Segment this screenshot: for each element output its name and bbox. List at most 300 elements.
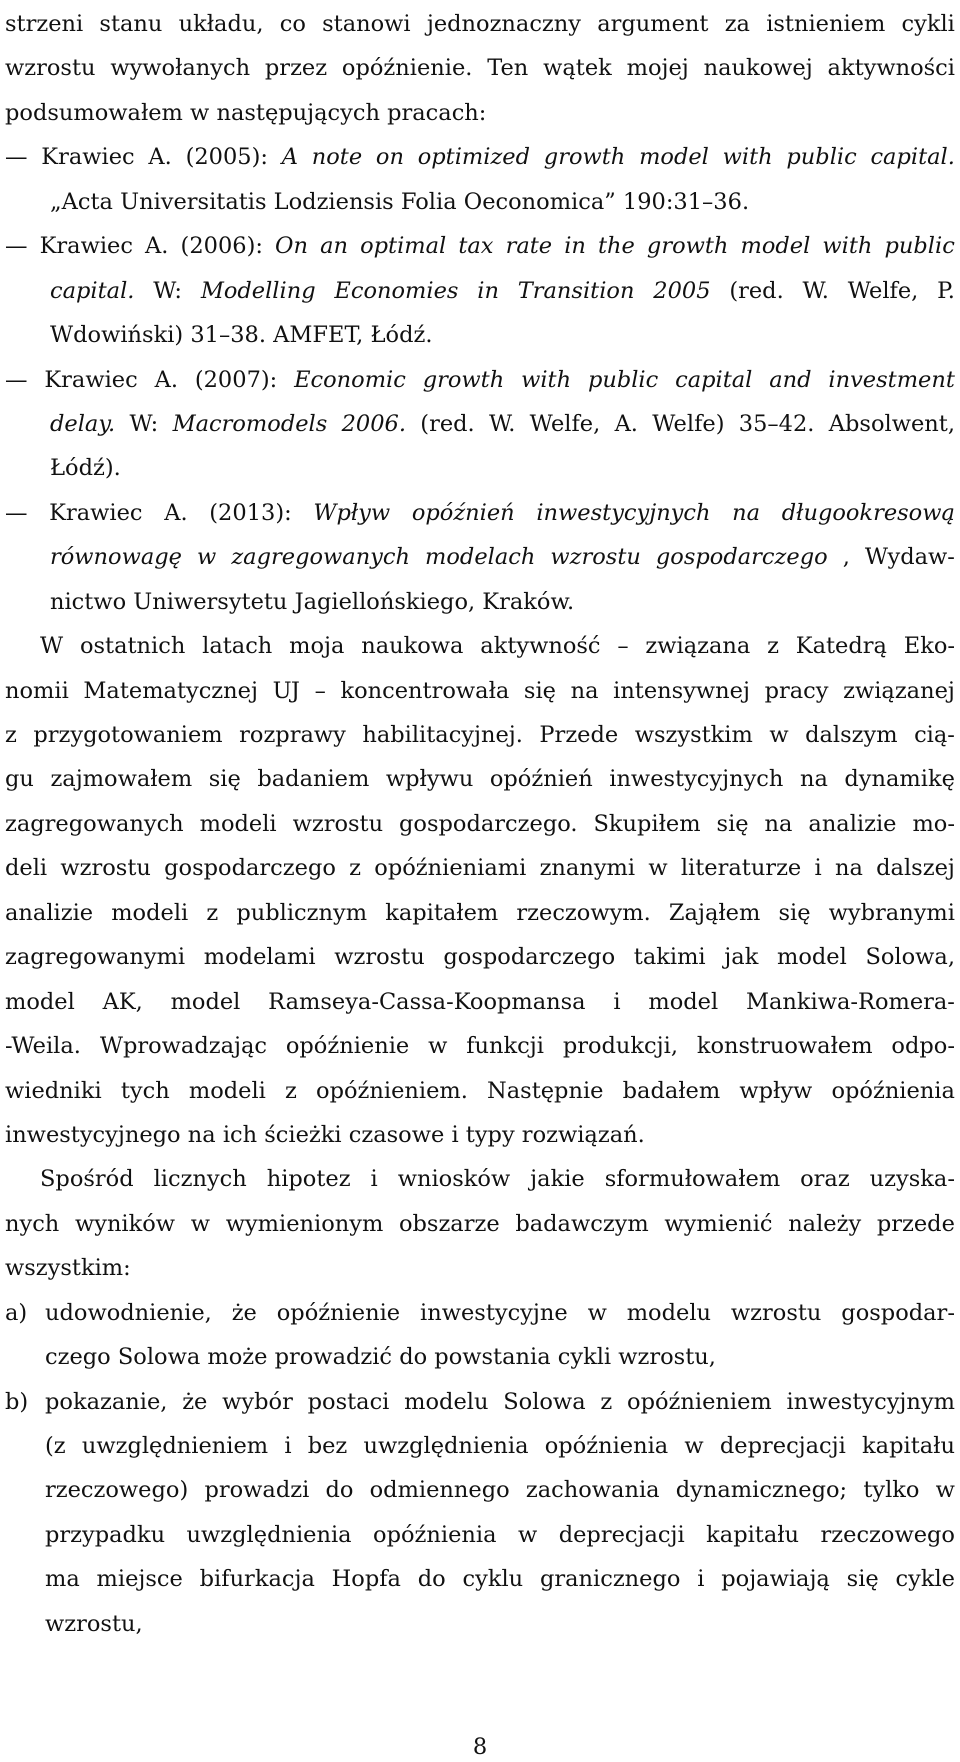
word: cyklu bbox=[462, 1566, 524, 1593]
word: wszystkim bbox=[634, 722, 753, 748]
word: dynamicznego; bbox=[675, 1477, 848, 1504]
word: ostatnich bbox=[79, 633, 186, 660]
word: modeli bbox=[199, 810, 277, 837]
text-line bbox=[5, 135, 955, 179]
word: gospodar- bbox=[841, 1299, 955, 1326]
text-line bbox=[5, 713, 955, 757]
italic-word: with bbox=[722, 144, 773, 171]
word: opóźnienie. bbox=[341, 55, 473, 82]
word: habilitacyjnej. bbox=[362, 722, 523, 748]
word: istnieniem bbox=[766, 11, 886, 37]
word: koncentrowała bbox=[340, 677, 510, 704]
word: do bbox=[417, 1566, 446, 1593]
word: związana bbox=[645, 633, 751, 660]
word: na bbox=[799, 766, 828, 793]
word: z bbox=[5, 722, 17, 748]
word: -Weila. bbox=[5, 1033, 81, 1060]
word: pojawiają bbox=[721, 1566, 830, 1593]
word: przypadku bbox=[45, 1521, 166, 1548]
word: inwestycyjne bbox=[420, 1299, 568, 1326]
word: cykle bbox=[895, 1566, 955, 1593]
list-label bbox=[5, 1513, 45, 1557]
text-run: Łódź). bbox=[50, 455, 121, 482]
word: co bbox=[279, 11, 306, 37]
list-item-text bbox=[45, 1380, 955, 1424]
italic-word: on bbox=[375, 144, 404, 171]
word: P. bbox=[937, 277, 955, 304]
italic-word: długookresową bbox=[781, 499, 955, 526]
word: uwzględnienia bbox=[186, 1521, 352, 1548]
word: moja bbox=[289, 633, 345, 660]
italic-word: On bbox=[275, 233, 308, 260]
word: wiedniki bbox=[5, 1077, 102, 1104]
word: modelu bbox=[404, 1388, 489, 1415]
text-line bbox=[5, 2, 955, 46]
word: Krawiec bbox=[49, 499, 143, 526]
word: stanu bbox=[99, 11, 163, 37]
word: – bbox=[617, 633, 629, 660]
list-label bbox=[5, 1424, 45, 1468]
word: wzrostu bbox=[5, 55, 96, 82]
word: model bbox=[777, 944, 847, 971]
word: deprecjacji bbox=[558, 1521, 685, 1548]
italic-word: Modelling bbox=[200, 277, 316, 304]
word: Przede bbox=[539, 722, 619, 748]
word: związanej bbox=[843, 677, 955, 704]
text-line bbox=[5, 1202, 955, 1246]
word: argument bbox=[597, 11, 709, 37]
text-line bbox=[5, 224, 955, 268]
italic-word: A bbox=[281, 144, 298, 171]
document-page bbox=[5, 0, 955, 1646]
italic-word: delay. bbox=[50, 410, 116, 437]
list-item-line bbox=[5, 1468, 955, 1512]
word: na bbox=[834, 855, 863, 882]
word: modelu bbox=[626, 1299, 712, 1326]
italic-word: Economies bbox=[334, 277, 459, 304]
italic-word: and bbox=[769, 366, 812, 393]
word: wpływu bbox=[385, 766, 474, 793]
text-run: wzrostu, bbox=[45, 1610, 143, 1637]
word: w bbox=[935, 1477, 955, 1504]
word: rzeczowego bbox=[820, 1521, 955, 1548]
word: W: bbox=[153, 277, 182, 304]
word: naukowej bbox=[703, 55, 813, 82]
word: latach bbox=[202, 633, 273, 660]
italic-word: zagregowanych bbox=[231, 544, 410, 571]
word: konstruowałem bbox=[696, 1033, 873, 1060]
word: (2006): bbox=[180, 233, 263, 260]
italic-word: capital. bbox=[50, 277, 135, 304]
word: stanowi bbox=[322, 11, 411, 37]
italic-word: growth bbox=[543, 144, 626, 171]
word: Absolwent, bbox=[828, 410, 955, 437]
italic-word: modelach bbox=[425, 544, 536, 571]
word: przede bbox=[876, 1210, 955, 1237]
word: zagregowanych bbox=[5, 810, 184, 837]
italic-word: an bbox=[320, 233, 348, 260]
word: cykli bbox=[901, 11, 955, 37]
text-run: inwestycyjnego na ich ścieżki czasowe i typy rozwiązań. bbox=[5, 1121, 645, 1148]
list-item-text bbox=[45, 1602, 955, 1646]
word: pokazanie, bbox=[45, 1388, 168, 1415]
word: do bbox=[325, 1477, 354, 1504]
word: opóźnienie bbox=[285, 1033, 410, 1060]
word: się bbox=[208, 766, 241, 793]
word: opóźnienia bbox=[544, 1433, 669, 1459]
text-line bbox=[5, 1024, 955, 1068]
word: model bbox=[5, 988, 75, 1015]
word: mojej bbox=[626, 55, 689, 82]
word: deli bbox=[5, 855, 48, 882]
list-item-line bbox=[5, 1380, 955, 1424]
italic-word: public bbox=[884, 233, 955, 260]
text-line bbox=[5, 1157, 955, 1201]
text-run: Wdowiński) 31–38. AMFET, Łódź. bbox=[50, 322, 433, 349]
list-label bbox=[5, 1557, 45, 1601]
word: AK, bbox=[102, 988, 143, 1015]
word: i bbox=[370, 1166, 378, 1193]
word: w bbox=[769, 722, 789, 748]
word: z bbox=[349, 855, 362, 882]
italic-word: growth bbox=[646, 233, 729, 260]
word: — bbox=[5, 233, 28, 260]
word: opóźnieniem. bbox=[316, 1077, 468, 1104]
text-line bbox=[5, 1069, 955, 1113]
word: uwzględnienia bbox=[363, 1433, 529, 1459]
word: się bbox=[846, 1566, 879, 1593]
italic-word: 2005 bbox=[653, 277, 711, 304]
italic-word: optimized bbox=[417, 144, 531, 171]
word: A. bbox=[145, 233, 169, 260]
italic-word: the bbox=[597, 233, 635, 260]
word: i bbox=[284, 1433, 292, 1459]
word: Spośród bbox=[40, 1166, 134, 1193]
word: sformułowałem bbox=[604, 1166, 781, 1193]
word: aktywności bbox=[827, 55, 955, 82]
word: wyników bbox=[74, 1210, 176, 1237]
word: A. bbox=[148, 144, 172, 171]
word: Welfe, bbox=[847, 277, 919, 304]
list-item-line bbox=[5, 1602, 955, 1646]
word: rzeczowego) bbox=[45, 1477, 189, 1504]
word: Hopfa bbox=[331, 1566, 401, 1593]
word: mo- bbox=[912, 810, 955, 837]
word: rozprawy bbox=[239, 722, 346, 748]
list-label: b) bbox=[5, 1388, 29, 1415]
word: badawczym bbox=[515, 1210, 649, 1237]
italic-word: public bbox=[587, 366, 659, 393]
text-line bbox=[5, 935, 955, 979]
word: wpływ bbox=[739, 1077, 813, 1104]
word: wybór bbox=[222, 1388, 293, 1415]
word: wywołanych bbox=[110, 55, 251, 82]
text-body bbox=[5, 2, 955, 1646]
word: wzrostu bbox=[292, 810, 384, 837]
word: z bbox=[206, 899, 219, 926]
word: i bbox=[697, 1566, 705, 1593]
word: 35–42. bbox=[738, 410, 815, 437]
word: kapitałem bbox=[385, 899, 499, 926]
italic-word: w bbox=[197, 544, 217, 571]
text-line bbox=[5, 491, 955, 535]
word: cią- bbox=[914, 722, 955, 748]
word: kapitału bbox=[706, 1521, 800, 1548]
word: oraz bbox=[800, 1166, 850, 1193]
text-line bbox=[5, 891, 955, 935]
italic-word: capital bbox=[675, 366, 753, 393]
word: wątek bbox=[543, 55, 612, 82]
word: Mankiwa-Romera- bbox=[745, 988, 955, 1015]
word: modelami bbox=[203, 944, 316, 971]
word: opóźnieniami bbox=[374, 855, 527, 882]
word: Ten bbox=[487, 55, 529, 82]
word: UJ bbox=[272, 677, 300, 704]
word: Ramseya-Cassa-Koopmansa bbox=[268, 988, 586, 1015]
word: (2007): bbox=[194, 366, 278, 393]
text-run: „Acta Universitatis Lodziensis Folia Oeconomica” 190:31–36. bbox=[50, 188, 750, 215]
word: takimi bbox=[633, 944, 706, 971]
word: hipotez bbox=[266, 1166, 351, 1193]
word: Welfe, bbox=[529, 410, 601, 437]
italic-word: in bbox=[564, 233, 586, 260]
word: znanymi bbox=[539, 855, 636, 882]
text-line bbox=[5, 446, 955, 490]
word: przez bbox=[264, 55, 328, 82]
word: jak bbox=[724, 944, 759, 971]
word: literaturze bbox=[680, 855, 802, 882]
word: należy bbox=[788, 1210, 862, 1237]
italic-word: Transition bbox=[517, 277, 635, 304]
word: (z bbox=[45, 1433, 66, 1459]
word: — bbox=[5, 499, 28, 526]
word: bez bbox=[307, 1433, 348, 1459]
word: że bbox=[182, 1388, 208, 1415]
word: W. bbox=[802, 277, 829, 304]
word: modeli bbox=[111, 899, 189, 926]
word: Eko- bbox=[903, 633, 955, 660]
word: z bbox=[600, 1388, 613, 1415]
word: deprecjacji bbox=[719, 1433, 846, 1459]
word: z bbox=[285, 1077, 297, 1104]
italic-word: tax bbox=[458, 233, 494, 260]
word: opóźnieniem bbox=[627, 1388, 772, 1415]
word: i bbox=[814, 855, 822, 882]
word: zachowania bbox=[525, 1477, 660, 1504]
word: układu, bbox=[178, 11, 264, 37]
list-label: a) bbox=[5, 1299, 28, 1326]
word: A. bbox=[164, 499, 188, 526]
word: się bbox=[716, 810, 749, 837]
word: nomii bbox=[5, 677, 69, 704]
word: W. bbox=[489, 410, 516, 437]
italic-word: Wpływ bbox=[313, 499, 391, 526]
word: licznych bbox=[153, 1166, 247, 1193]
italic-word: investment bbox=[828, 366, 955, 393]
word: postaci bbox=[307, 1388, 390, 1415]
list-item-line bbox=[5, 1291, 955, 1335]
word: opóźnienia bbox=[831, 1077, 955, 1104]
word: Solowa, bbox=[865, 944, 955, 971]
word: wzrostu bbox=[60, 855, 151, 882]
list-item-line bbox=[5, 1557, 955, 1601]
word: Solowa bbox=[503, 1388, 586, 1415]
word: wniosków bbox=[397, 1166, 511, 1193]
word: jednoznaczny bbox=[426, 11, 581, 37]
word: wzrostu bbox=[730, 1299, 822, 1326]
word: zagregowanymi bbox=[5, 944, 186, 971]
word: w bbox=[684, 1433, 704, 1459]
word: W: bbox=[129, 410, 159, 437]
word: tych bbox=[120, 1077, 170, 1104]
text-line bbox=[5, 535, 955, 579]
italic-word: gospodarczego bbox=[655, 544, 828, 571]
list-item-text bbox=[45, 1513, 955, 1557]
page-number: 8 bbox=[472, 1734, 488, 1760]
word: gospodarczego bbox=[164, 855, 336, 882]
word: przygotowaniem bbox=[33, 722, 223, 748]
list-item-text bbox=[45, 1424, 955, 1468]
word: granicznego bbox=[539, 1566, 681, 1593]
italic-word: inwestycyjnych bbox=[536, 499, 711, 526]
text-line bbox=[5, 402, 955, 446]
word: jakie bbox=[530, 1166, 585, 1193]
word: W bbox=[40, 633, 64, 660]
word: publicznym bbox=[236, 899, 368, 926]
text-line bbox=[5, 757, 955, 801]
text-line bbox=[5, 580, 955, 624]
text-line bbox=[5, 669, 955, 713]
word: gospodarczego. bbox=[399, 810, 578, 837]
text-line bbox=[5, 846, 955, 890]
italic-word: opóźnień bbox=[411, 499, 515, 526]
italic-word: growth bbox=[422, 366, 505, 393]
word: uzyska- bbox=[869, 1166, 955, 1193]
word: , bbox=[842, 544, 850, 571]
word: zajmowałem bbox=[50, 766, 193, 793]
word: wzrostu bbox=[334, 944, 425, 971]
word: Krawiec bbox=[41, 144, 135, 171]
text-line bbox=[5, 1113, 955, 1157]
word: Zająłem bbox=[668, 899, 761, 926]
word: Wydaw- bbox=[864, 544, 955, 571]
text-line bbox=[5, 624, 955, 668]
italic-word: rate bbox=[505, 233, 553, 260]
word: inwestycyjnym bbox=[786, 1388, 955, 1415]
list-label bbox=[5, 1335, 45, 1379]
text-line bbox=[5, 91, 955, 135]
word: w bbox=[428, 1033, 448, 1060]
word: miejsce bbox=[96, 1566, 183, 1593]
list-item-line bbox=[5, 1513, 955, 1557]
word: opóźnienia bbox=[373, 1521, 497, 1548]
italic-word: model bbox=[639, 144, 709, 171]
word: rzeczowym. bbox=[516, 899, 651, 926]
word: analizie bbox=[5, 899, 94, 926]
italic-word: note bbox=[311, 144, 363, 171]
word: tylko bbox=[863, 1477, 920, 1504]
text-line bbox=[5, 180, 955, 224]
word: (red. bbox=[420, 410, 475, 437]
word: Następnie bbox=[487, 1077, 604, 1104]
text-line bbox=[5, 269, 955, 313]
word: inwestycyjnych bbox=[609, 766, 784, 793]
word: odmiennego bbox=[369, 1477, 510, 1504]
list-item-text bbox=[45, 1335, 955, 1379]
italic-word: public bbox=[786, 144, 857, 171]
word: Matematycznej bbox=[83, 677, 258, 704]
word: ma bbox=[45, 1566, 80, 1593]
word: modeli bbox=[188, 1077, 266, 1104]
word: badaniem bbox=[257, 766, 370, 793]
text-run: podsumowałem w następujących pracach: bbox=[5, 99, 487, 126]
word: pracy bbox=[764, 677, 829, 704]
word: (2013): bbox=[209, 499, 292, 526]
word: naukowa bbox=[361, 633, 464, 660]
word: dynamikę bbox=[844, 766, 955, 793]
word: dalszej bbox=[876, 855, 955, 882]
word: wymienić bbox=[664, 1210, 773, 1237]
word: i bbox=[613, 988, 621, 1015]
word: model bbox=[648, 988, 719, 1015]
word: w bbox=[648, 855, 668, 882]
word: prowadzi bbox=[204, 1477, 310, 1504]
italic-word: 2006. bbox=[341, 410, 406, 437]
word: wybranymi bbox=[828, 899, 955, 926]
italic-word: optimal bbox=[360, 233, 447, 260]
list-item-line bbox=[5, 1424, 955, 1468]
word: analizie bbox=[808, 810, 897, 837]
word: model bbox=[170, 988, 241, 1015]
word: się bbox=[523, 677, 556, 704]
word: w bbox=[190, 1210, 211, 1237]
italic-word: równowagę bbox=[50, 544, 182, 571]
text-run: wszystkim: bbox=[5, 1255, 131, 1282]
list-item-text bbox=[45, 1557, 955, 1601]
word: że bbox=[231, 1299, 257, 1326]
text-line bbox=[5, 358, 955, 402]
word: za bbox=[724, 11, 750, 37]
word: badałem bbox=[622, 1077, 721, 1104]
word: na bbox=[764, 810, 793, 837]
word: A. bbox=[614, 410, 638, 437]
text-run: czego Solowa może prowadzić do powstania cykli wzrostu, bbox=[45, 1344, 716, 1371]
word: gospodarczego bbox=[443, 944, 616, 971]
italic-word: in bbox=[477, 277, 499, 304]
italic-word: with bbox=[521, 366, 572, 393]
text-line bbox=[5, 802, 955, 846]
word: (red. bbox=[729, 277, 784, 304]
word: opóźnienie bbox=[276, 1299, 401, 1326]
word: opóźnień bbox=[489, 766, 593, 793]
list-item-line bbox=[5, 1335, 955, 1379]
text-line bbox=[5, 46, 955, 90]
word: wymienionym bbox=[225, 1210, 384, 1237]
list-label bbox=[5, 1468, 45, 1512]
word: uwzględnieniem bbox=[81, 1433, 269, 1459]
italic-word: capital. bbox=[870, 144, 955, 171]
word: aktywność bbox=[480, 633, 601, 660]
word: dalszym bbox=[805, 722, 898, 748]
italic-word: model bbox=[740, 233, 811, 260]
word: bifurkacja bbox=[199, 1566, 315, 1593]
word: się bbox=[778, 899, 811, 926]
text-run: nictwo Uniwersytetu Jagiellońskiego, Kraków. bbox=[50, 588, 575, 615]
italic-word: with bbox=[822, 233, 873, 260]
italic-word: Macromodels bbox=[172, 410, 328, 437]
italic-word: na bbox=[732, 499, 761, 526]
word: Skupiłem bbox=[593, 810, 701, 837]
